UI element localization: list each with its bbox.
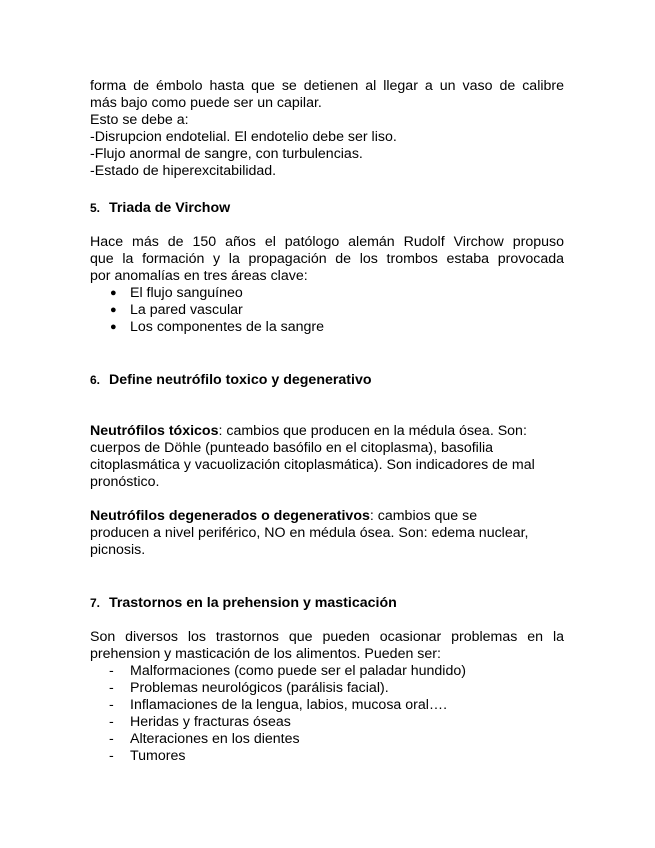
list-item-text: Heridas y fracturas óseas (130, 714, 291, 730)
list-item (90, 731, 564, 748)
dash-icon: - (109, 697, 114, 713)
dash-icon: - (109, 731, 114, 747)
section-title: Trastornos en la prehension y masticación (109, 595, 397, 611)
paragraph-line: por anomalías en tres áreas clave: (90, 268, 308, 284)
cause-item: -Estado de hiperexcitabilidad. (90, 163, 277, 179)
paragraph-line: pronóstico. (90, 474, 160, 490)
list-item-text: Los componentes de la sangre (130, 319, 325, 335)
term-bold: Neutrófilos degenerados o degenerativos (90, 508, 370, 524)
section-title: Triada de Virchow (109, 200, 231, 216)
virchow-bullet-list (90, 285, 564, 336)
cause-item: -Flujo anormal de sangre, con turbulencias. (90, 146, 363, 162)
list-item-text: Alteraciones en los dientes (130, 731, 300, 747)
list-item (90, 748, 564, 765)
list-item-text: La pared vascular (130, 302, 243, 318)
causes-intro: Esto se debe a: (90, 112, 189, 128)
degenerative-neutrophils-paragraph (90, 508, 564, 559)
toxic-neutrophils-paragraph (90, 423, 564, 491)
section-7-paragraph (90, 629, 564, 663)
list-item-text: Inflamaciones de la lengua, labios, mucosa oral…. (130, 697, 448, 713)
term-bold: Neutrófilos tóxicos (90, 423, 219, 439)
section-6-heading (90, 372, 564, 389)
bullet-icon: ● (110, 287, 117, 299)
paragraph-line: producen a nivel periférico, NO en médula ósea. Son: edema nuclear, (90, 525, 529, 541)
paragraph-line: citoplasmática y vacuolización citoplasmática). Son indicadores de mal (90, 457, 535, 473)
bullet-icon: ● (110, 321, 117, 333)
section-5-heading (90, 200, 564, 217)
dash-icon: - (109, 663, 114, 679)
paragraph-line: que la formación y la propagación de los trombos estaba provocada (90, 251, 564, 267)
section-5-paragraph (90, 234, 564, 285)
paragraph-text: : cambios que producen en la médula ósea. Son: (218, 423, 527, 439)
paragraph-line: cuerpos de Döhle (punteado basófilo en el citoplasma), basofilia (90, 440, 494, 456)
section-number: 6. (90, 373, 101, 387)
section-number: 7. (90, 596, 101, 610)
intro-line-2: más bajo como puede ser un capilar. (90, 95, 322, 111)
paragraph-line (90, 423, 564, 440)
list-item (90, 697, 564, 714)
list-item (90, 714, 564, 731)
paragraph-line: Hace más de 150 años el patólogo alemán Rudolf Virchow propuso (90, 234, 564, 250)
dash-icon: - (109, 714, 114, 730)
list-item (90, 319, 564, 336)
paragraph-line: prehension y masticación de los alimentos. Pueden ser: (90, 646, 441, 662)
list-item-text: Problemas neurológicos (parálisis facial). (130, 680, 389, 696)
list-item-text: Tumores (130, 748, 186, 764)
list-item (90, 680, 564, 697)
cause-item: -Disrupcion endotelial. El endotelio debe ser liso. (90, 129, 397, 145)
dash-icon: - (109, 748, 114, 764)
list-item-text: Malformaciones (como puede ser el paladar hundido) (130, 663, 466, 679)
paragraph-line (90, 508, 564, 525)
paragraph-text: : cambios que se (369, 508, 478, 524)
intro-line-1: forma de émbolo hasta que se detienen al llegar a un vaso de calibre (90, 78, 564, 94)
paragraph-line: picnosis. (90, 542, 146, 558)
paragraph-line: Son diversos los trastornos que pueden ocasionar problemas en la (90, 629, 564, 645)
bullet-icon: ● (110, 304, 117, 316)
section-title: Define neutrófilo toxico y degenerativo (109, 372, 372, 388)
list-item (90, 663, 564, 680)
list-item (90, 285, 564, 302)
list-item (90, 302, 564, 319)
disorders-dash-list (90, 663, 564, 765)
dash-icon: - (109, 680, 114, 696)
page-content (90, 78, 564, 765)
section-number: 5. (90, 201, 101, 215)
intro-block (90, 78, 564, 180)
list-item-text: El flujo sanguíneo (130, 285, 243, 301)
section-7-heading (90, 595, 564, 612)
